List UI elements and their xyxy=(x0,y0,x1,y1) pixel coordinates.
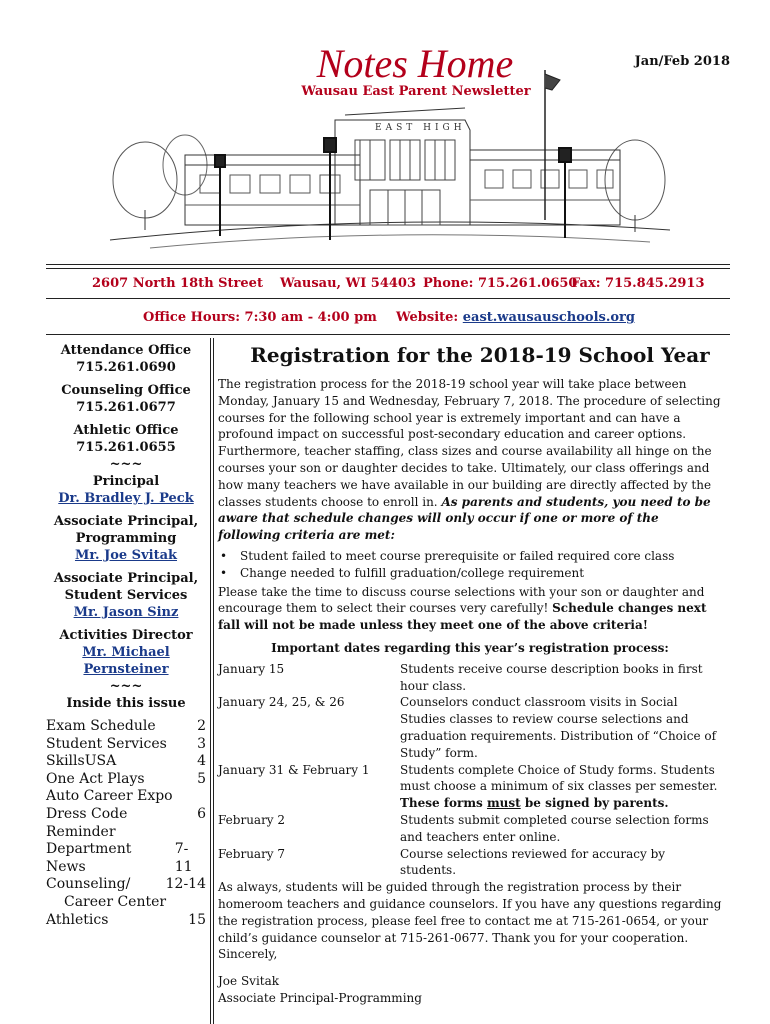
newsletter-title: Notes Home xyxy=(316,41,514,86)
issue-date: Jan/Feb 2018 xyxy=(634,54,730,69)
criteria-list xyxy=(218,548,722,582)
sign-off: Sincerely, xyxy=(218,947,278,962)
toc-item: One Act Plays 5 xyxy=(46,770,206,787)
date-label: January 15 xyxy=(218,661,285,676)
signer-name: Joe Svitak xyxy=(218,974,280,989)
attendance-office-phone: 715.261.0690 xyxy=(76,360,176,375)
signer-title: Associate Principal-Programming xyxy=(218,990,422,1005)
main-article xyxy=(218,342,722,1007)
assoc-principal-programming-link[interactable]: Mr. Joe Svitak xyxy=(74,548,178,563)
article-intro xyxy=(218,376,722,544)
date-row xyxy=(218,694,722,761)
school-fax: Fax: 715.845.2913 xyxy=(571,276,705,291)
intro-text: The registration process for the 2018-19 school year will take place between Monday, January 15 and Wednesday, February 7, 2018. The procedure of selecting courses for the following school year is extremely important and can have a profound impact on successful post-secondary education and career options. Furthermore, teacher staffing, class sizes and course availability all hinge on the courses your son or daughter decides to take. Ultimately, our class offerings and how many teachers we have available in our building are directly affected by the classes students choose to enroll in. xyxy=(218,377,721,509)
date-row xyxy=(218,846,722,880)
assoc-principal-programming-label: Associate Principal, xyxy=(53,514,199,529)
list-item: • Student failed to meet course prerequisite or failed required core class xyxy=(218,548,722,565)
counseling-office-label: Counseling Office xyxy=(61,383,191,398)
assoc-principal-programming-label-2: Programming xyxy=(75,531,177,546)
athletic-office-phone: 715.261.0655 xyxy=(76,440,176,455)
encourage-text: Please take the time to discuss course selections with your son or daughter and encourage them to select their courses very carefully! xyxy=(218,584,705,616)
toc-item: SkillsUSA 4 xyxy=(46,753,206,770)
sidebar-divider: ~~~ xyxy=(109,679,143,694)
assoc-principal-student-services-label-2: Student Services xyxy=(64,588,188,603)
divider-line xyxy=(46,334,730,335)
divider-line xyxy=(46,268,730,269)
school-city: Wausau, WI 54403 xyxy=(280,276,417,291)
intro-emphasis: As parents and students, you need to be aware that schedule changes will only occur if one or more of the following criteria are met: xyxy=(218,494,711,543)
assoc-principal-student-services-label: Associate Principal, xyxy=(53,571,199,586)
date-row xyxy=(218,812,722,846)
athletic-office-label: Athletic Office xyxy=(73,423,179,438)
sidebar-divider: ~~~ xyxy=(109,457,143,472)
office-hours: Office Hours: 7:30 am - 4:00 pm xyxy=(143,310,377,325)
website-label: Website: xyxy=(396,310,459,325)
table-of-contents xyxy=(46,718,206,929)
toc-item: Exam Schedule 2 xyxy=(46,718,206,734)
svg-text:EAST HIGH: EAST HIGH xyxy=(375,123,466,133)
toc-item: Counseling/ 12-14 xyxy=(46,876,206,893)
article-heading: Registration for the 2018-19 School Year xyxy=(250,343,710,367)
date-description: Course selections reviewed for accuracy by students. xyxy=(400,846,666,878)
divider-line xyxy=(46,298,730,299)
toc-item: Athletics 15 xyxy=(46,911,206,928)
toc-item: Department News 7-11 xyxy=(46,841,193,875)
assoc-principal-student-services-link[interactable]: Mr. Jason Sinz xyxy=(73,605,179,620)
column-divider xyxy=(210,338,211,1024)
school-phone: Phone: 715.261.0650 xyxy=(423,276,578,291)
closing-paragraph: As always, students will be guided through the registration process by their homeroom teachers and guidance counselors. If you have any questions regarding the registration process, please feel free to contact me at 715-261-0654, or your child’s guidance counselor at 715-261-0677. Thank you for your cooperation. xyxy=(218,880,722,945)
activities-director-label: Activities Director xyxy=(59,628,193,643)
date-description: Counselors conduct classroom visits in Social Studies classes to review course selections and graduation requirements. Distribution of “Choice of Study” form. xyxy=(400,695,717,760)
activities-director-link[interactable]: Mr. Michael Pernsteiner xyxy=(82,645,170,677)
attendance-office-label: Attendance Office xyxy=(60,343,192,358)
sidebar xyxy=(46,342,206,929)
date-label: January 31 & February 1 xyxy=(218,762,370,777)
toc-item: Career Center xyxy=(64,893,167,910)
toc-item: Dress Code Reminder 6 xyxy=(46,805,206,840)
date-row xyxy=(218,762,722,812)
toc-item: Auto Career Expo xyxy=(46,788,173,805)
school-building-illustration xyxy=(90,60,680,260)
date-description: Students receive course description books in first hour class. xyxy=(400,661,703,693)
dates-heading: Important dates regarding this year’s registration process: xyxy=(271,640,669,655)
principal-label: Principal xyxy=(92,474,160,489)
date-row xyxy=(218,661,722,695)
date-label: January 24, 25, & 26 xyxy=(218,695,345,710)
column-divider xyxy=(213,338,214,1024)
list-item: • Change needed to fulfill graduation/college requirement xyxy=(218,565,722,582)
website-link[interactable]: east.wausauschools.org xyxy=(462,310,635,325)
date-description: Students complete Choice of Study forms. Students must choose a minimum of six classes per semester. These forms must be signed by parents. xyxy=(400,762,718,811)
divider-line xyxy=(46,264,730,265)
counseling-office-phone: 715.261.0677 xyxy=(76,400,176,415)
date-label: February 7 xyxy=(218,846,286,861)
date-label: February 2 xyxy=(218,812,286,827)
dates-list xyxy=(218,661,722,879)
date-description: Students submit completed course selection forms and teachers enter online. xyxy=(400,812,709,844)
website-line xyxy=(396,310,635,325)
newsletter-subtitle: Wausau East Parent Newsletter xyxy=(301,84,531,99)
school-address: 2607 North 18th Street xyxy=(92,276,263,291)
encourage-paragraph xyxy=(218,584,722,634)
inside-issue-heading: Inside this issue xyxy=(66,696,186,711)
toc-item: Student Services 3 xyxy=(46,735,206,752)
encourage-emphasis: Schedule changes next fall will not be made unless they meet one of the above criteria! xyxy=(218,601,707,633)
principal-name-link[interactable]: Dr. Bradley J. Peck xyxy=(58,491,194,506)
